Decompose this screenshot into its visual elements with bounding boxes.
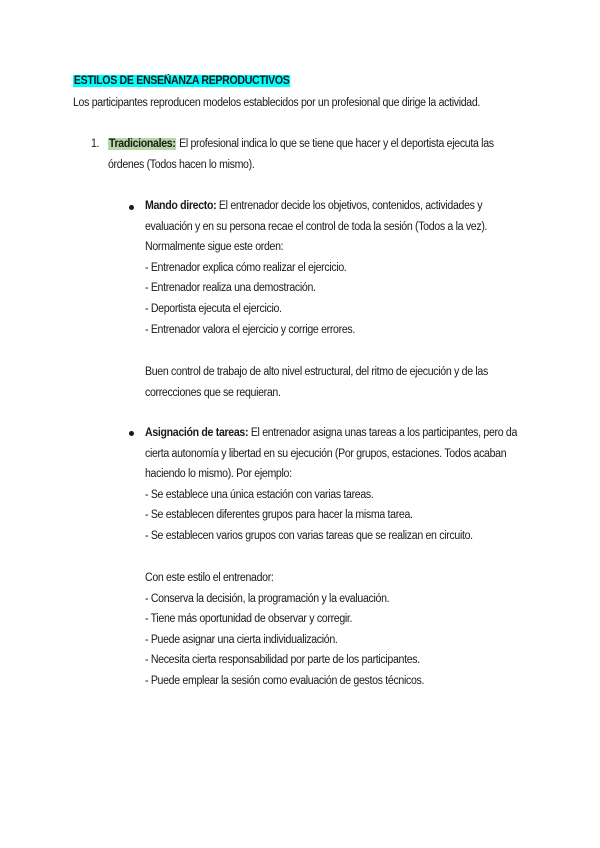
asignacion-line-4: - Se establece una única estación con varias tareas. — [145, 488, 374, 501]
asignacion-line-6: - Se establecen varios grupos con varias tareas que se realizan en circuito. — [145, 529, 473, 542]
section-heading — [73, 73, 290, 89]
mando-para-line-2: correcciones que se requieran. — [145, 386, 281, 399]
asignacion-text-1: El entrenador asigna unas tareas a los participantes, pero da — [248, 427, 518, 439]
intro-paragraph: Los participantes reproducen modelos establecidos por un profesional que dirige la actividad. — [73, 97, 481, 109]
mando-line-7: - Entrenador valora el ejercicio y corrige errores. — [145, 323, 355, 336]
mando-para-line-1: Buen control de trabajo de alto nivel estructural, del ritmo de ejecución y de las — [145, 366, 488, 378]
asignacion-para-line-6: - Puede emplear la sesión como evaluación de gestos técnicos. — [145, 674, 425, 687]
mando-line-1 — [145, 196, 487, 217]
tradicionales-label: Tradicionales: — [108, 138, 176, 150]
bullet-icon — [129, 205, 134, 210]
asignacion-para-line-5: - Necesita cierta responsabilidad por parte de los participantes. — [145, 654, 420, 667]
asignacion-paragraph — [145, 568, 424, 692]
asignacion-para-line-2: - Conserva la decisión, la programación y la evaluación. — [145, 592, 390, 605]
mando-paragraph — [145, 362, 488, 403]
mando-line-5: - Entrenador realiza una demostración. — [145, 282, 316, 295]
list-item-mando-directo — [145, 196, 487, 340]
asignacion-para-line-1: Con este estilo el entrenador: — [145, 572, 274, 584]
asignacion-line-2: cierta autonomía y libertad en su ejecución (Por grupos, estaciones. Todos acaban — [145, 447, 507, 460]
asignacion-line-3: haciendo lo mismo). Por ejemplo: — [145, 468, 292, 481]
list-item-asignacion-tareas — [145, 423, 517, 547]
mando-label: Mando directo: — [145, 200, 217, 212]
heading-highlight: ESTILOS DE ENSEÑANZA REPRODUCTIVOS — [73, 75, 290, 87]
asignacion-para-line-4: - Puede asignar una cierta individualización. — [145, 633, 338, 646]
tradicionales-line-2: órdenes (Todos hacen lo mismo). — [108, 158, 255, 171]
tradicionales-text-1: El profesional indica lo que se tiene que hacer y el deportista ejecuta las — [176, 138, 494, 150]
asignacion-label: Asignación de tareas: — [145, 427, 249, 439]
mando-line-6: - Deportista ejecuta el ejercicio. — [145, 302, 282, 315]
mando-text-1: El entrenador decide los objetivos, contenidos, actividades y — [216, 200, 483, 212]
mando-line-2: evaluación y en su persona recae el control de toda la sesión (Todos a la vez). — [145, 220, 488, 233]
mando-line-3: Normalmente sigue este orden: — [145, 241, 284, 254]
mando-line-4: - Entrenador explica cómo realizar el ejercicio. — [145, 261, 347, 274]
asignacion-line-1 — [145, 423, 517, 444]
tradicionales-line-1 — [108, 134, 494, 155]
list-item-tradicionales — [108, 134, 494, 175]
asignacion-line-5: - Se establecen diferentes grupos para hacer la misma tarea. — [145, 509, 413, 522]
bullet-icon — [129, 431, 134, 436]
asignacion-para-line-3: - Tiene más oportunidad de observar y corregir. — [145, 613, 353, 626]
list-number-1: 1. — [91, 138, 100, 150]
